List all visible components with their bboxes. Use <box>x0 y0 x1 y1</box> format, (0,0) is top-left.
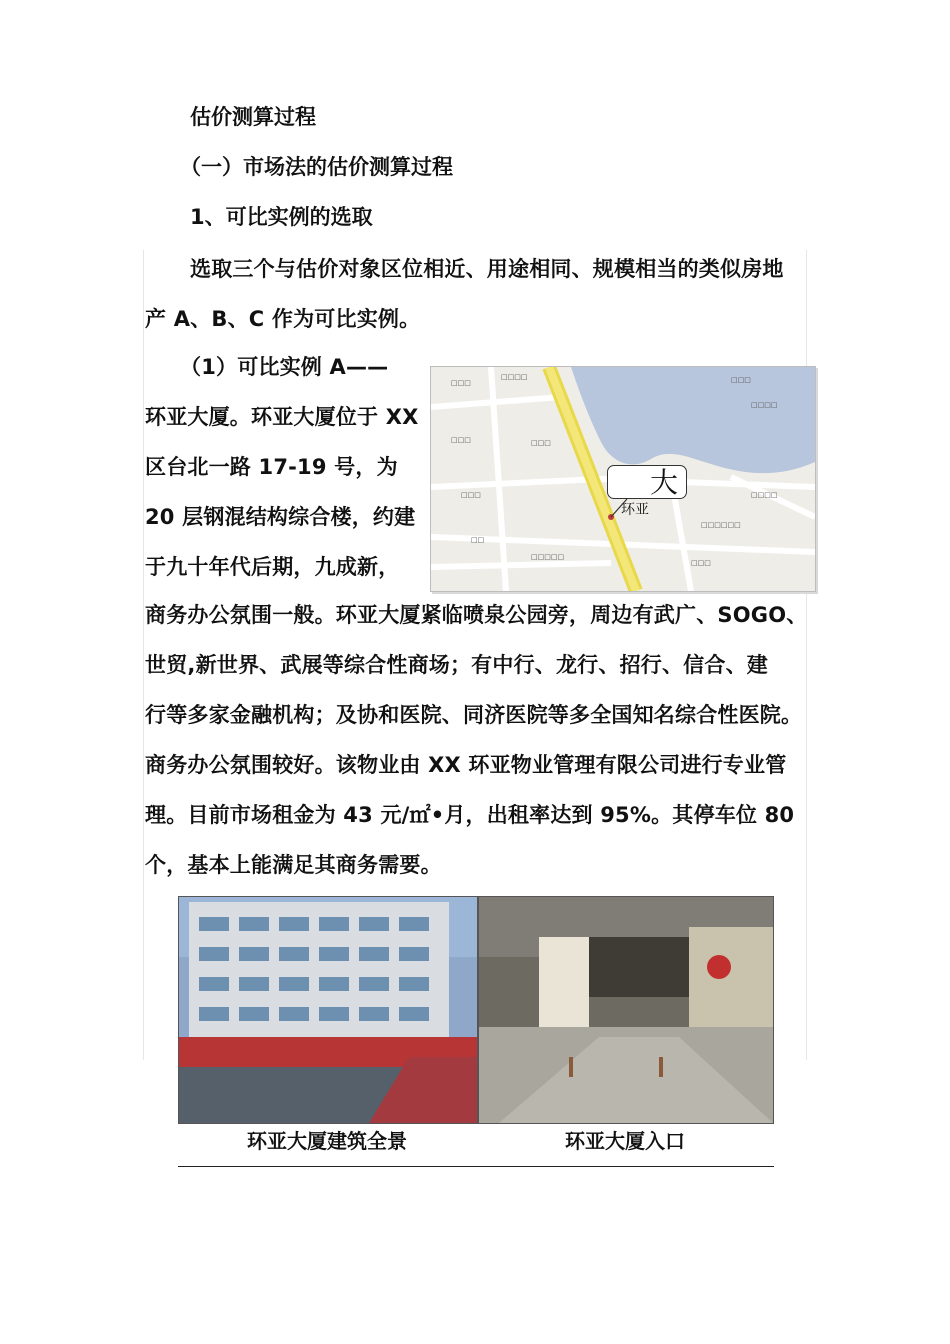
photo-building-overview <box>178 896 478 1124</box>
photo-building-entrance <box>478 896 774 1124</box>
frame-left <box>143 250 144 1060</box>
footer-rule <box>178 1166 774 1167</box>
map-callout: 大 <box>607 465 687 499</box>
caption-building-overview: 环亚大厦建筑全景 <box>247 1129 407 1153</box>
svg-text:□□□□: □□□□ <box>501 373 528 381</box>
heading-market-method: （一）市场法的估价测算过程 <box>180 155 453 179</box>
example-a-line-11: 个，基本上能满足其商务需要。 <box>145 853 442 877</box>
svg-text:□□□□□: □□□□□ <box>531 553 565 561</box>
svg-text:□□□: □□□ <box>451 379 471 387</box>
entrance-photo-graphic <box>479 897 773 1123</box>
example-a-line-6: 商务办公氛围一般。环亚大厦紧临喷泉公园旁，周边有武广、SOGO、 <box>145 603 808 627</box>
building-photo-graphic <box>179 897 477 1123</box>
heading-estimation-process: 估价测算过程 <box>190 105 316 129</box>
caption-building-entrance: 环亚大厦入口 <box>565 1129 685 1153</box>
example-a-line-4: 20 层钢混结构综合楼，约建 <box>145 505 416 529</box>
intro-line-1: 选取三个与估价对象区位相近、用途相同、规模相当的类似房地 <box>190 257 784 281</box>
intro-line-2: 产 A、B、C 作为可比实例。 <box>145 307 421 331</box>
example-a-line-7: 世贸,新世界、武展等综合性商场；有中行、龙行、招行、信合、建 <box>145 653 768 677</box>
svg-text:□□□□: □□□□ <box>751 401 778 409</box>
map-pin-label: 环亚 <box>621 502 649 518</box>
heading-comparable-selection: 1、可比实例的选取 <box>190 205 373 229</box>
svg-text:□□□□: □□□□ <box>751 491 778 499</box>
example-a-line-2: 环亚大厦。环亚大厦位于 XX <box>145 405 419 429</box>
svg-text:□□□: □□□ <box>451 436 471 444</box>
example-a-line-8: 行等多家金融机构；及协和医院、同济医院等多全国知名综合性医院。 <box>145 703 803 727</box>
svg-text:□□□: □□□ <box>731 376 751 384</box>
example-a-line-9: 商务办公氛围较好。该物业由 XX 环亚物业管理有限公司进行专业管 <box>145 753 787 777</box>
location-map <box>430 366 816 592</box>
example-a-line-1: （1）可比实例 A—— <box>180 355 389 379</box>
example-a-line-5: 于九十年代后期，九成新， <box>145 555 400 579</box>
example-a-line-3: 区台北一路 17-19 号，为 <box>145 455 398 479</box>
svg-text:□□□□□□: □□□□□□ <box>701 521 741 529</box>
svg-text:□□□: □□□ <box>531 439 551 447</box>
svg-text:□□□: □□□ <box>691 559 711 567</box>
svg-text:□□: □□ <box>471 536 485 544</box>
svg-text:□□□: □□□ <box>461 491 481 499</box>
example-a-line-10: 理。目前市场租金为 43 元/㎡•月，出租率达到 95%。其停车位 80 <box>145 803 795 827</box>
